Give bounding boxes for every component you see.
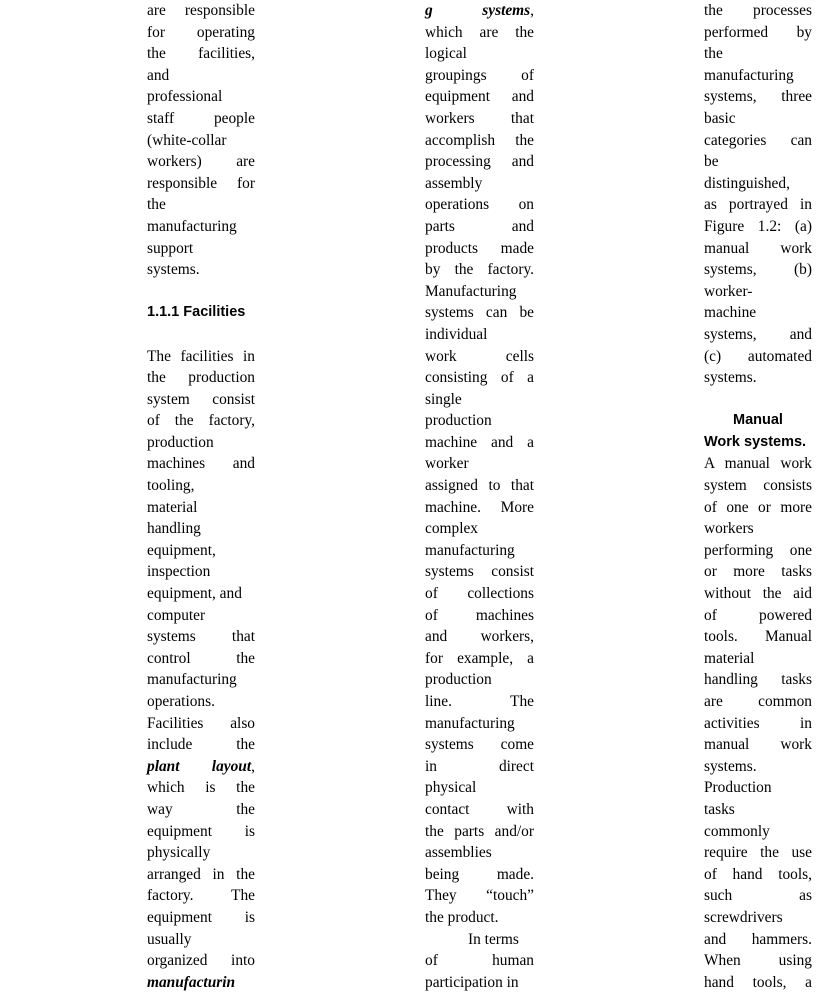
text-line: contact with <box>425 800 534 818</box>
text-line: for operating <box>147 23 255 41</box>
text-line: the <box>704 45 723 63</box>
text-line: Facilities also <box>147 714 255 732</box>
text-line: manufacturing <box>147 671 237 689</box>
text-line: material <box>147 498 198 516</box>
text-line: The facilities in <box>147 347 255 365</box>
text-line: systems. <box>704 757 757 775</box>
text-line: by the factory. <box>425 261 534 279</box>
text-line: systems that <box>147 628 255 646</box>
text-line: line. The <box>425 693 534 710</box>
text-line: activities in <box>704 714 812 732</box>
text-column-2 <box>425 0 534 993</box>
text-line-plant-layout: plant layout, <box>147 757 255 775</box>
text-line: logical <box>425 45 467 63</box>
section-heading-facilities: 1.1.1 Facilities <box>147 304 246 321</box>
text-line: for example, a <box>425 649 534 667</box>
section-heading-manual-work <box>704 410 812 453</box>
text-line: When using <box>704 952 812 970</box>
text-line: way the <box>147 800 255 818</box>
text-line: responsible for <box>147 174 255 192</box>
text-line: systems. <box>147 261 200 279</box>
text-line: Production <box>704 779 772 797</box>
text-line: Manufacturing <box>425 282 517 300</box>
text-line: the parts and/or <box>425 822 534 840</box>
text-line: production <box>147 433 214 451</box>
text-line: which are the <box>425 23 534 41</box>
text-line: assembly <box>425 174 483 192</box>
text-line: in direct <box>425 757 534 775</box>
text-line: as portrayed in <box>704 196 812 214</box>
text-line: handling <box>147 520 201 538</box>
text-line: processing and <box>425 153 534 171</box>
text-line: systems come <box>425 736 534 754</box>
text-line: equipment, and <box>147 585 242 603</box>
text-line: screwdrivers <box>704 908 783 926</box>
text-line: and hammers. <box>704 930 812 948</box>
text-line: the facilities, <box>147 45 255 63</box>
text-line: equipment and <box>425 88 534 106</box>
text-line: operations. <box>147 693 215 710</box>
text-line-systems: g systems, <box>425 2 534 19</box>
text-line: distinguished, <box>704 174 790 192</box>
text-line: system consist <box>147 390 255 408</box>
text-line: machines and <box>147 455 255 473</box>
text-line: performing one <box>704 541 812 559</box>
text-line: systems, (b) <box>704 261 812 279</box>
text-line: equipment is <box>147 822 255 840</box>
text-line: handling tasks <box>704 671 812 689</box>
text-line: usually <box>147 930 192 948</box>
text-line: system consists <box>704 477 812 495</box>
text-line: equipment, <box>147 541 216 559</box>
text-line: production <box>425 412 492 430</box>
text-line: are common <box>704 693 812 710</box>
text-line: workers <box>704 520 754 538</box>
text-line: performed by <box>704 23 812 41</box>
text-line: machine and a <box>425 433 534 451</box>
text-line: manufacturing <box>147 217 237 235</box>
text-line: A manual work <box>704 455 812 473</box>
text-line: systems consist <box>425 563 534 581</box>
text-line: workers) are <box>147 153 255 171</box>
text-line: without the aid <box>704 585 812 603</box>
text-line: manufacturing <box>425 714 515 732</box>
text-line: organized into <box>147 952 255 970</box>
text-line: of hand tools, <box>704 865 812 883</box>
text-line: the product. <box>425 908 499 926</box>
text-line: material <box>704 649 755 667</box>
text-line: the processes <box>704 2 812 19</box>
text-line: participation in <box>425 973 519 991</box>
text-line: tools. Manual <box>704 628 812 646</box>
text-line: systems, three <box>704 88 812 106</box>
text-line: being made. <box>425 865 534 883</box>
text-line: such as <box>704 887 812 905</box>
text-column-1 <box>147 0 255 993</box>
text-line: workers that <box>425 109 534 127</box>
text-line: manufacturing <box>704 66 794 84</box>
text-line: factory. The <box>147 887 255 905</box>
text-line: individual <box>425 325 488 343</box>
paragraph-manual-work <box>704 453 812 993</box>
text-line: manufacturing <box>425 541 515 559</box>
text-line: Figure 1.2: (a) <box>704 217 812 235</box>
text-line: parts and <box>425 217 534 235</box>
text-line: tasks <box>704 800 735 818</box>
paragraph-facilities <box>147 346 255 994</box>
text-line: professional <box>147 88 223 106</box>
paragraph-manufacturing-systems <box>425 0 534 993</box>
text-line: inspection <box>147 563 211 581</box>
text-line: the production <box>147 369 255 387</box>
text-line: categories can <box>704 131 812 149</box>
text-line: staff people <box>147 109 255 127</box>
text-line: the <box>147 196 166 214</box>
emphasis-plant-layout: plant layout <box>147 757 252 775</box>
text-line: operations on <box>425 196 534 214</box>
text-line: hand tools, a <box>704 973 812 991</box>
text-line: and <box>147 66 170 84</box>
text-line: basic <box>704 109 736 127</box>
text-line: complex <box>425 520 478 538</box>
text-line: manual work <box>704 736 812 754</box>
paragraph-intro-end <box>147 0 255 281</box>
text-line: require the use <box>704 844 812 862</box>
text-line: systems, and <box>704 325 812 343</box>
text-line: In terms <box>468 930 519 948</box>
text-line: of human <box>425 952 534 970</box>
text-line: products made <box>425 239 534 257</box>
heading-line: Manual <box>733 412 783 429</box>
text-line: support <box>147 239 194 257</box>
text-line: (c) automated <box>704 347 812 365</box>
text-column-3 <box>704 0 812 993</box>
text-line: are responsible <box>147 2 255 19</box>
text-line: physically <box>147 844 211 862</box>
text-line: machine. More <box>425 498 534 516</box>
text-line: work cells <box>425 347 534 365</box>
text-line: manufacturin <box>147 973 236 991</box>
text-line: groupings of <box>425 66 534 84</box>
text-line: and workers, <box>425 628 534 646</box>
text-line: control the <box>147 649 255 667</box>
text-line: of powered <box>704 606 812 624</box>
paragraph-categories <box>704 0 812 389</box>
text-line: manual work <box>704 239 812 257</box>
text-line: computer <box>147 606 206 624</box>
text-line: accomplish the <box>425 131 534 149</box>
emphasis-g-systems: g systems <box>425 2 531 19</box>
text-line: production <box>425 671 492 689</box>
text-line: of machines <box>425 606 534 624</box>
text-line: include the <box>147 736 255 754</box>
text-line: of collections <box>425 585 534 603</box>
text-line: systems can be <box>425 304 534 322</box>
text-line: physical <box>425 779 477 797</box>
text-line: assemblies <box>425 844 492 862</box>
text-line: (white-collar <box>147 131 227 149</box>
text-line: which is the <box>147 779 255 797</box>
text-line: assigned to that <box>425 477 534 495</box>
text-line: tooling, <box>147 477 195 495</box>
text-line: machine <box>704 304 757 322</box>
text-line: equipment is <box>147 908 255 926</box>
text-line: or more tasks <box>704 563 812 581</box>
text-line: commonly <box>704 822 770 840</box>
text-line: single <box>425 390 462 408</box>
text-line: arranged in the <box>147 865 255 883</box>
text-line: consisting of a <box>425 369 534 387</box>
text-line: of one or more <box>704 498 812 516</box>
heading-line: Work systems. <box>704 433 807 450</box>
text-line: They “touch” <box>425 887 534 905</box>
text-line: be <box>704 153 719 171</box>
text-line: of the factory, <box>147 412 255 430</box>
text-line: worker <box>425 455 469 473</box>
text-line: systems. <box>704 369 757 387</box>
text-line: worker- <box>704 282 753 300</box>
